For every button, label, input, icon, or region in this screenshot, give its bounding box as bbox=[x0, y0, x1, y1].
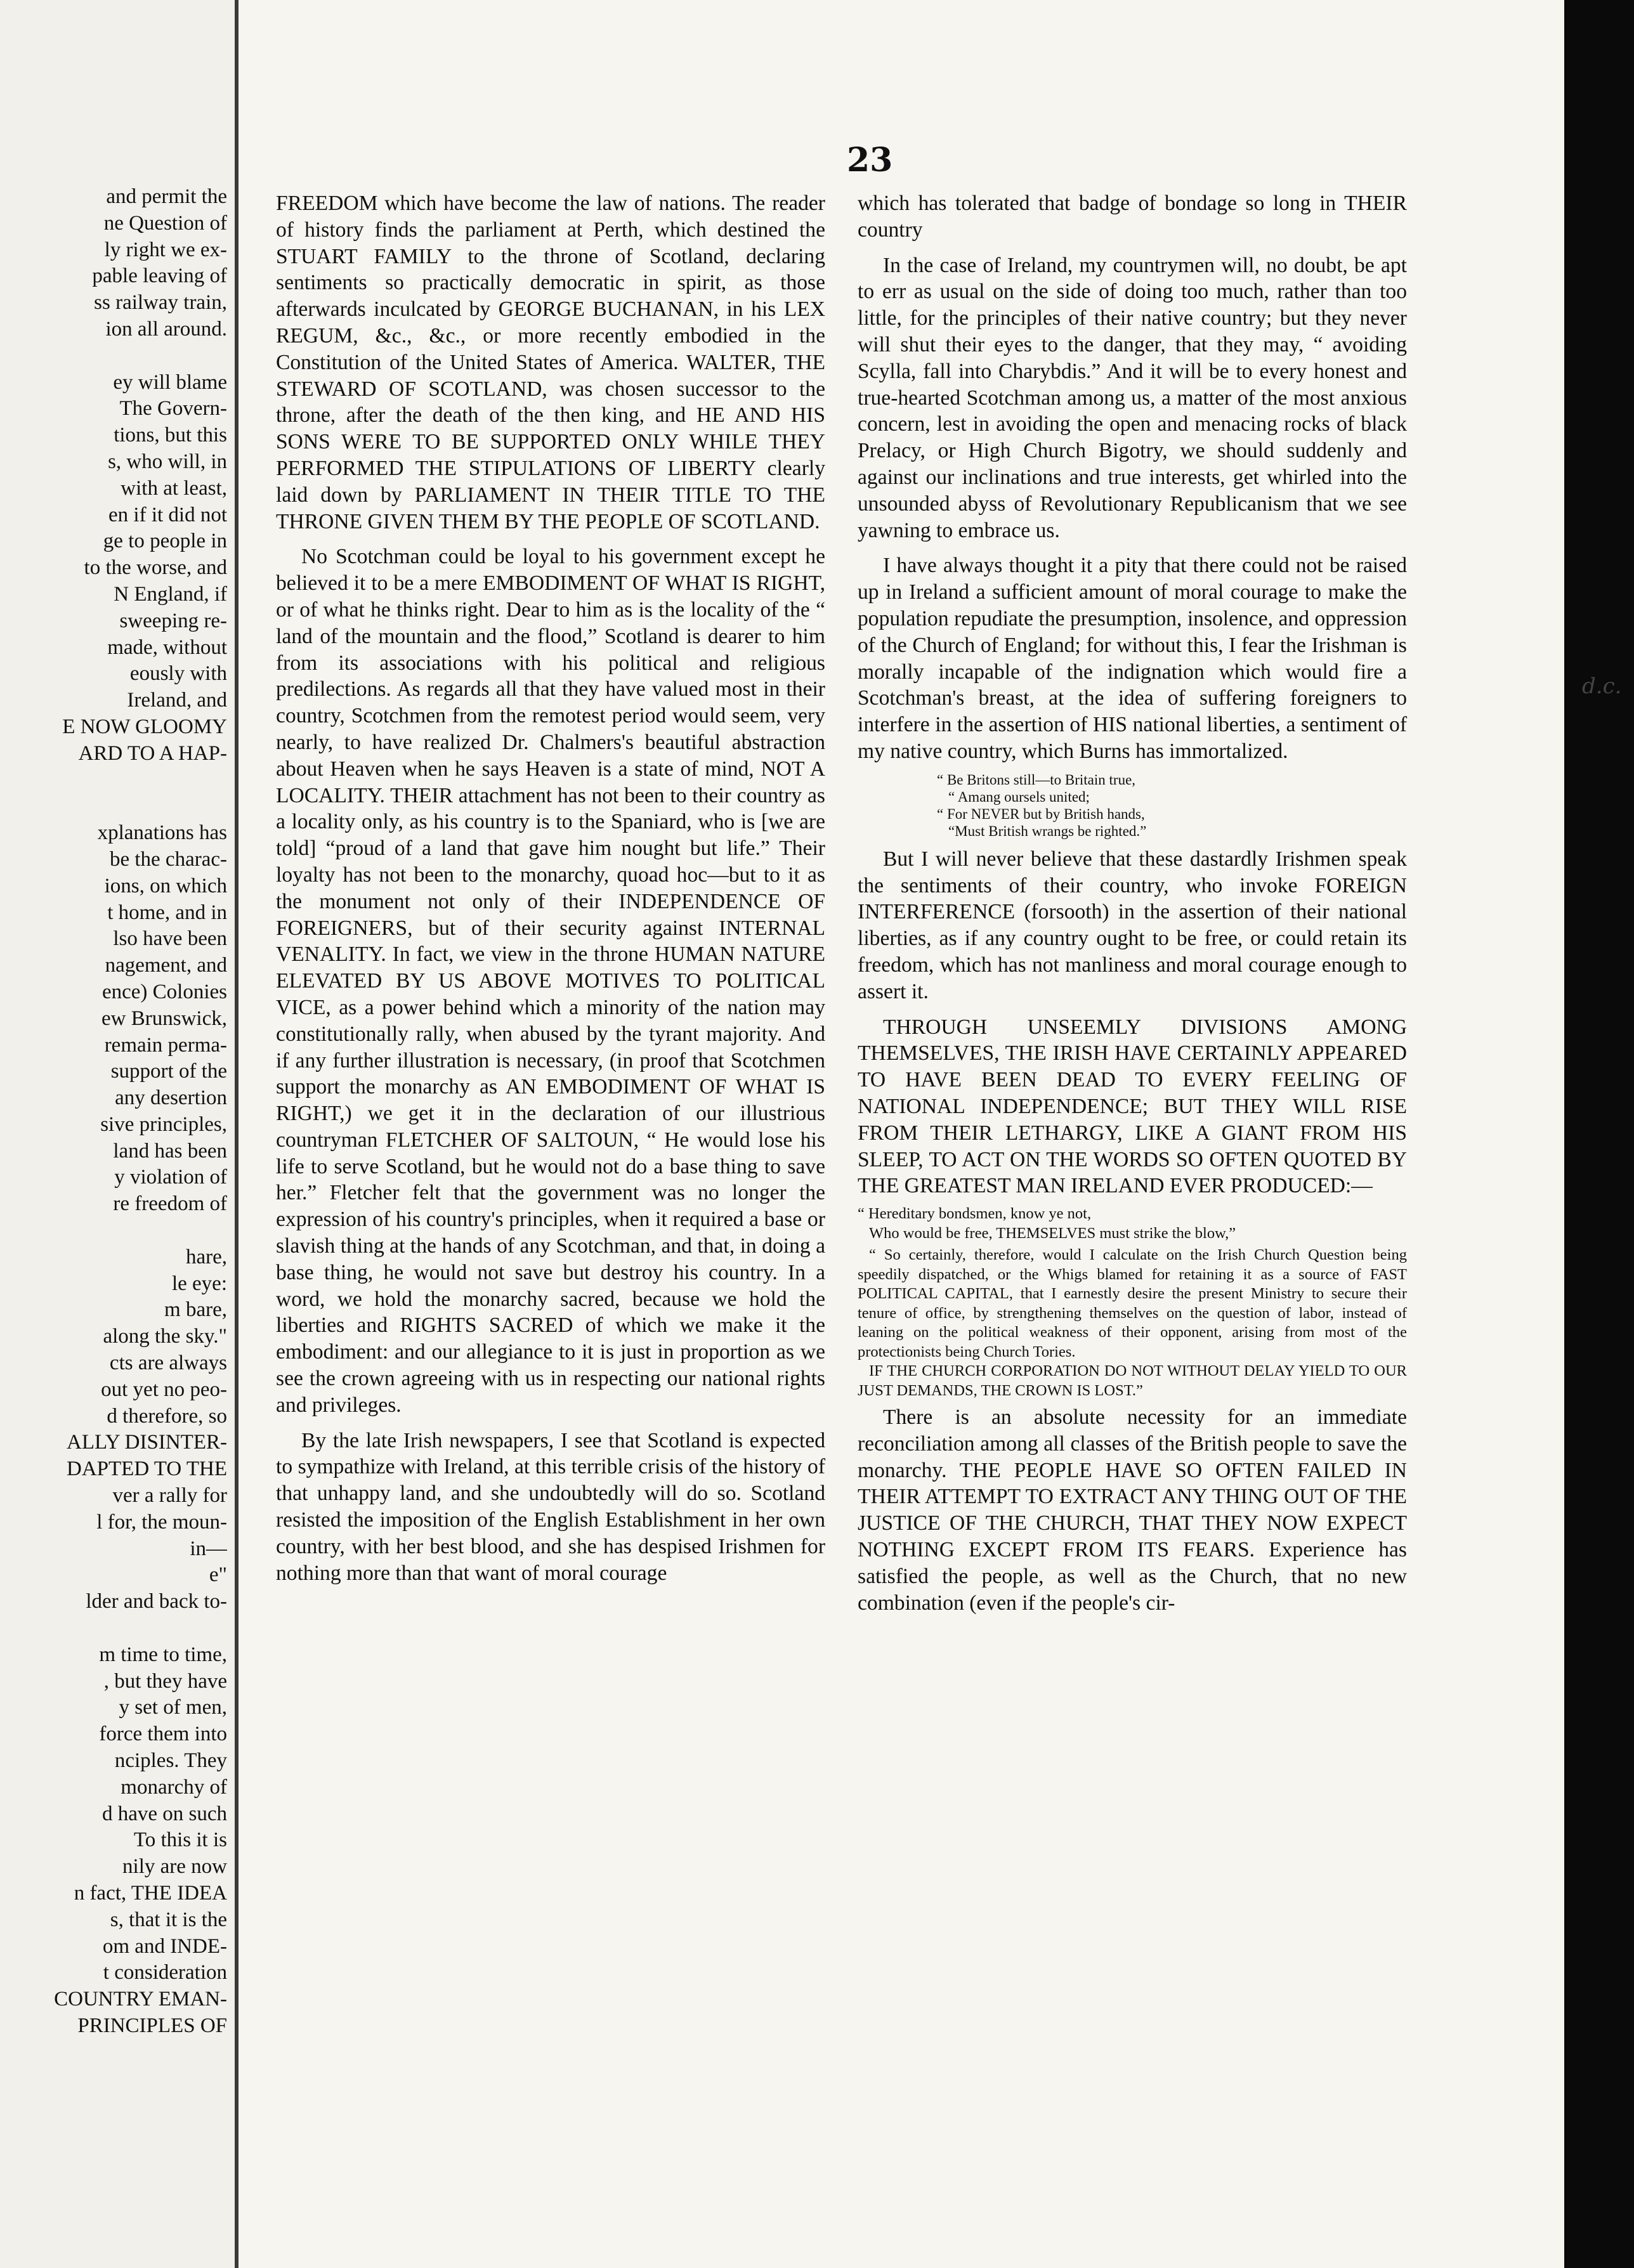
facing-page-line: xplanations has bbox=[97, 821, 227, 845]
facing-page-line: , but they have bbox=[103, 1669, 227, 1693]
facing-page-line: nciples. They bbox=[114, 1749, 227, 1773]
facing-page-line: ey will blame bbox=[113, 370, 227, 394]
page-number: 23 bbox=[847, 141, 893, 179]
facing-page-line: ver a rally for bbox=[112, 1484, 227, 1508]
facing-page-line: n fact, THE IDEA bbox=[74, 1882, 227, 1905]
facing-page-line: ss railway train, bbox=[94, 291, 227, 315]
facing-page-line: E NOW GLOOMY bbox=[62, 715, 227, 738]
facing-page-line: N England, if bbox=[114, 582, 227, 606]
facing-page-line: Ireland, and bbox=[127, 689, 227, 712]
facing-page-line: m bare, bbox=[164, 1298, 227, 1322]
paragraph: By the late Irish newspapers, I see that Scotland is expected to sympathize with Ireland, at this terrible crisis of the history of that unhappy land, and she undoubtedly will do so. Scotland resisted the imposition of the English Establishment in her own country, with her best blood, and she has despised Irishmen for nothing more than that want of moral courage bbox=[276, 1428, 825, 1585]
paragraph: FREEDOM which have become the law of nations. The reader of history finds the parliament at Perth, which destined the STUART FAMILY to the throne of Scotland, declaring sentiments so practically democratic in spirit, as those afterwards inculcated by GEORGE BUCHANAN, in his LEX REGUM, &c., &c., or more recently embodied in the Constitution of the United States of America. WALTER, THE STEWARD OF SCOTLAND, was chosen successor to the throne, after the death of the then king, and HE AND HIS SONS WERE TO BE SUPPORTED ONLY WHILE THEY PERFORMED THE STIPULATIONS OF LIBERTY clearly laid down by PARLIAMENT IN THEIR TITLE TO THE THRONE GIVEN THEM BY THE PEOPLE OF SCOTLAND. bbox=[276, 192, 825, 533]
facing-page-line: any desertion bbox=[115, 1086, 227, 1110]
verse-line: “ For NEVER but by British hands, bbox=[937, 805, 1145, 822]
facing-page-line: To this it is bbox=[133, 1828, 227, 1852]
facing-page-line: d have on such bbox=[101, 1802, 227, 1825]
facing-page-line: s, that it is the bbox=[110, 1908, 227, 1931]
facing-page-text bbox=[0, 184, 227, 2040]
verse-line: “ Be Britons still—to Britain true, bbox=[937, 771, 1136, 788]
verse-line: Who would be free, THEMSELVES must strike the blow,” bbox=[869, 1224, 1236, 1242]
facing-page-line bbox=[0, 793, 227, 820]
facing-page-line: nagement, and bbox=[105, 954, 227, 977]
facing-page-line: out yet no peo- bbox=[101, 1378, 227, 1401]
facing-page-line: m time to time, bbox=[99, 1643, 227, 1666]
facing-page-line: to the worse, and bbox=[84, 556, 227, 580]
facing-page-line bbox=[0, 1218, 227, 1244]
facing-page-line: hare, bbox=[185, 1245, 227, 1268]
facing-page-line: ge to people in bbox=[103, 530, 227, 553]
column-right bbox=[858, 190, 1407, 1616]
facing-page-line: lso have been bbox=[113, 927, 227, 951]
facing-page-line: monarchy of bbox=[121, 1775, 227, 1799]
facing-page-line: ence) Colonies bbox=[101, 980, 227, 1003]
facing-page-line: ALLY DISINTER- bbox=[66, 1431, 227, 1454]
facing-page-line: made, without bbox=[107, 635, 227, 659]
quoted-paragraph: IF THE CHURCH CORPORATION DO NOT WITHOUT DELAY YIELD TO OUR JUST DEMANDS, THE CROWN IS LOST.” bbox=[858, 1362, 1407, 1399]
facing-page-line: ion all around. bbox=[105, 317, 227, 341]
facing-page-line: in— bbox=[190, 1537, 227, 1560]
verse-line: “Must British wrangs be righted.” bbox=[948, 823, 1147, 839]
facing-page-line: eously with bbox=[129, 662, 227, 686]
facing-page-line: om and INDE- bbox=[102, 1934, 227, 1958]
paragraph: But I will never believe that these dastardly Irishmen speak the sentiments of their country, who invoke FOREIGN INTERFERENCE (forsooth) in the assertion of their national liberties, as if any country ought to be free, or could retain its freedom, which has not manliness and moral courage enough to assert it. bbox=[858, 847, 1407, 1003]
facing-page-line: s, who will, in bbox=[108, 450, 227, 473]
facing-page-line: PRINCIPLES OF bbox=[77, 2014, 227, 2037]
facing-page-line: COUNTRY EMAN- bbox=[54, 1988, 227, 2011]
facing-page-line: DAPTED TO THE bbox=[66, 1457, 227, 1481]
facing-page-line: ne Question of bbox=[103, 211, 227, 235]
facing-page-line: ew Brunswick, bbox=[101, 1007, 227, 1030]
facing-page-line: re freedom of bbox=[113, 1192, 227, 1216]
facing-page-line bbox=[0, 1615, 227, 1642]
facing-page-line: lder and back to- bbox=[86, 1590, 227, 1613]
verse-line: “ Amang oursels united; bbox=[948, 788, 1090, 805]
facing-page-line: cts are always bbox=[109, 1352, 227, 1375]
facing-page-line: force them into bbox=[99, 1723, 227, 1746]
facing-page-line: d therefore, so bbox=[107, 1404, 227, 1428]
verse-quote bbox=[858, 1204, 1407, 1243]
quoted-paragraph: “ So certainly, therefore, would I calculate on the Irish Church Question being speedily dispatched, or the Whigs blamed for retaining it as a source of FAST POLITICAL CAPITAL, that I earnestly desire the present Ministry to secure their tenure of office, by strengthening themselves on the question of labor, instead of leaning on the political weakness of their opponent, arising from most of the protectionists being Church Tories. bbox=[858, 1246, 1407, 1360]
facing-page-line: y set of men, bbox=[119, 1696, 227, 1719]
facing-page-line: pable leaving of bbox=[92, 264, 227, 288]
facing-page-line bbox=[0, 343, 227, 370]
paragraph: I have always thought it a pity that there could not be raised up in Ireland a sufficient amount of moral courage to make the population repudiate the presumption, insolence, and oppression of the Church of England; for without this, I fear the Irishman is morally incapable of the indignation which would fire a Scotchman's breast, at the idea of suffering foreigners to interfere in the assertion of HIS national liberties, a sentiment of my native country, which Burns has immortalized. bbox=[858, 554, 1407, 763]
facing-page-line: support of the bbox=[110, 1060, 227, 1083]
margin-note: d.c. bbox=[1582, 674, 1622, 699]
paragraph: No Scotchman could be loyal to his government except he believed it to be a mere EMBODIMENT OF WHAT IS RIGHT, or of what he thinks right. Dear to him as is the locality of the “ land of the mountain and the flood,” Scotland is dearer to him from its associations with his political and religious predilections. As regards all that they have valued most in their country, Scotchmen from the remotest period would seem, very nearly, to have realized Dr. Chalmers's beautiful abstraction about Heaven when he says Heaven is a state of mind, NOT A LOCALITY. THEIR attachment has not been to their country as a locality only, as his country is to the Spaniard, who is [we are told] “proud of a land that gave him nought but life.” Their loyalty has not been to the monarchy, quoad hoc—but to it as the monument not only of their INDEPENDENCE OF FOREIGNERS, but of their security against INTERNAL VENALITY. In fact, we view in the throne HUMAN NATURE ELEVATED BY US ABOVE MOTIVES TO POLITICAL VICE, as a power behind which a minority of the nation may constitutionally rally, when abused by the tyrant majority. And if any further illustration is necessary, (in proof that Scotchmen support the monarchy as AN EMBODIMENT OF WHAT IS RIGHT,) we get it in the declaration of our illustrious countryman FLETCHER OF SALTOUN, “ He would lose his life to serve Scotland, but he would not do a base thing to save her.” Fletcher felt that the government was no longer the expression of his country's principles, when it required a base or slavish thing at the hands of any Scotchman, and that, in doing a base thing, he would not save but destroy his country. In a word, we hold the monarchy sacred, because we hold the liberties and RIGHTS SACRED of which we make it the embodiment: and our allegiance to it is just in proportion as we see the crown agreeing with us in respecting our national rights and privileges. bbox=[276, 545, 825, 1417]
facing-page-line: be the charac- bbox=[109, 847, 227, 871]
facing-page-line: l for, the moun- bbox=[96, 1510, 227, 1534]
facing-page-line: sive principles, bbox=[100, 1112, 227, 1136]
facing-page-line: t home, and in bbox=[107, 901, 227, 924]
facing-page-line: ly right we ex- bbox=[104, 238, 227, 261]
facing-page-line bbox=[0, 767, 227, 794]
facing-page-line: ARD TO A HAP- bbox=[78, 741, 227, 765]
verse-quote bbox=[937, 771, 1407, 840]
facing-page-line: sweeping re- bbox=[119, 609, 227, 632]
facing-page-line: tions, but this bbox=[114, 424, 227, 447]
paragraph: There is an absolute necessity for an immediate reconciliation among all classes of the British people to save the monarchy. THE PEOPLE HAVE SO OFTEN FAILED IN THEIR ATTEMPT TO EXTRACT ANY THING OUT OF THE JUSTICE OF THE CHURCH, THAT THEY NOW EXPECT NOTHING EXCEPT FROM ITS FEARS. Experience has satisfied the people, as well as the Church, that no new combination (even if the people's cir- bbox=[858, 1405, 1407, 1615]
facing-page-line: le eye: bbox=[171, 1272, 227, 1295]
facing-page-line: The Govern- bbox=[119, 397, 227, 420]
facing-page-line: land has been bbox=[113, 1139, 227, 1163]
paragraph: THROUGH UNSEEMLY DIVISIONS AMONG THEMSELVES, THE IRISH HAVE CERTAINLY APPEARED TO HAVE BEEN DEAD TO EVERY FEELING OF NATIONAL INDEPENDENCE; BUT THEY WILL RISE FROM THEIR LETHARGY, LIKE A GIANT FROM HIS SLEEP, TO ACT ON THE WORDS SO OFTEN QUOTED BY THE GREATEST MAN IRELAND EVER PRODUCED:— bbox=[858, 1015, 1407, 1198]
facing-page-line: with at least, bbox=[121, 476, 227, 500]
facing-page-line: nily are now bbox=[122, 1855, 227, 1879]
column-left bbox=[276, 190, 825, 1586]
paragraph: In the case of Ireland, my countrymen will, no doubt, be apt to err as usual on the side of doing too much, rather than too little, for the principles of their native country; but they never will shut their eyes to the danger, that they may, “ avoiding Scylla, fall into Charybdis.” And it will be to every honest and true-hearted Scotchman among us, a matter of the most anxious concern, lest in avoiding the open and menacing rocks of black Prelacy, or High Church Bigotry, we should suddenly and against our inclinations and true interests, get whirled into the unsounded abyss of Revolutionary Republicanism that we see yawning to embrace us. bbox=[858, 253, 1407, 542]
verse-line: “ Hereditary bondsmen, know ye not, bbox=[858, 1205, 1092, 1223]
facing-page-line: y violation of bbox=[114, 1166, 227, 1189]
facing-page-line: e" bbox=[209, 1563, 227, 1587]
facing-page-line: ions, on which bbox=[104, 874, 227, 897]
facing-page-line: and permit the bbox=[106, 185, 227, 208]
paragraph: which has tolerated that badge of bondage so long in THEIR country bbox=[858, 192, 1407, 242]
facing-page-line: t consideration bbox=[103, 1961, 227, 1984]
facing-page-line: remain perma- bbox=[104, 1033, 227, 1057]
facing-page-line: en if it did not bbox=[108, 503, 227, 526]
page-edge bbox=[1564, 0, 1634, 2268]
facing-page bbox=[0, 0, 235, 2268]
facing-page-line: along the sky." bbox=[103, 1325, 227, 1348]
